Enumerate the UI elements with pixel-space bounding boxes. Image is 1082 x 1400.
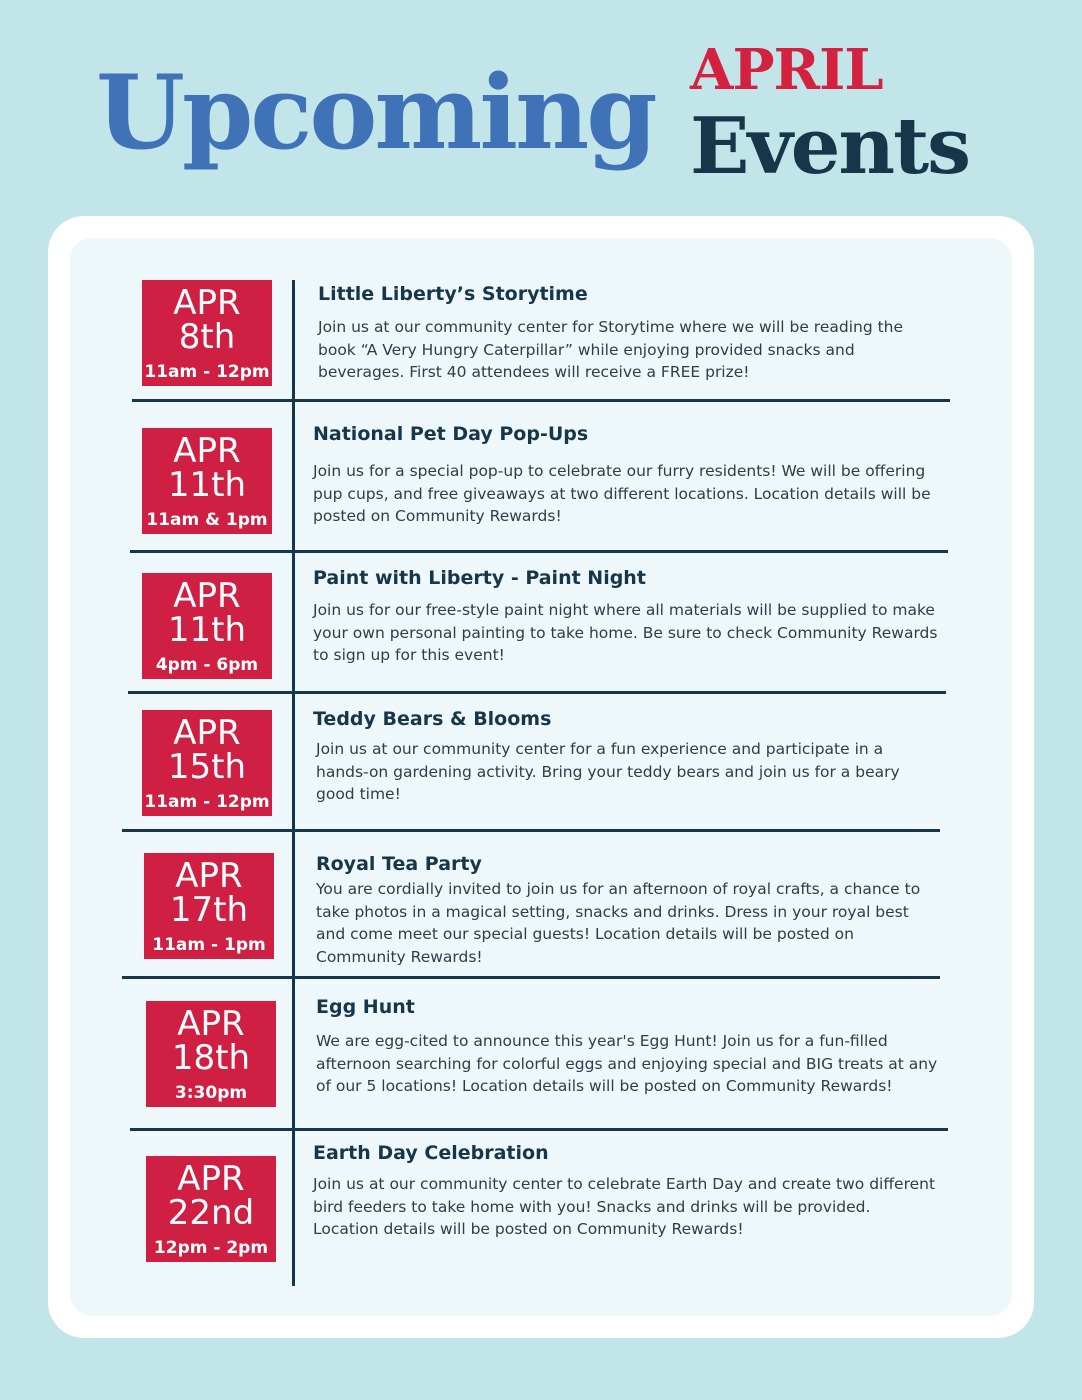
event-time: 11am - 1pm bbox=[152, 935, 266, 955]
event-title: Egg Hunt bbox=[316, 996, 415, 1018]
date-month: APR bbox=[173, 283, 241, 323]
event-title: National Pet Day Pop-Ups bbox=[313, 423, 589, 445]
date-badge bbox=[146, 1001, 276, 1107]
date-badge bbox=[142, 428, 272, 534]
date-day: 11th bbox=[167, 465, 247, 505]
date-month: APR bbox=[173, 576, 241, 616]
date-badge bbox=[142, 573, 272, 679]
row-separator bbox=[132, 399, 950, 402]
date-month: APR bbox=[173, 431, 241, 471]
date-month: APR bbox=[175, 856, 243, 896]
date-day: 8th bbox=[178, 317, 236, 357]
row-separator bbox=[122, 976, 940, 979]
event-title: Little Liberty’s Storytime bbox=[318, 283, 588, 305]
date-month: APR bbox=[177, 1159, 245, 1199]
event-title: Teddy Bears & Blooms bbox=[313, 708, 552, 730]
event-time: 12pm - 2pm bbox=[153, 1238, 269, 1258]
title-upcoming: Upcoming bbox=[96, 53, 655, 173]
date-badge bbox=[144, 853, 274, 959]
event-time: 11am - 12pm bbox=[144, 792, 270, 812]
row-separator bbox=[122, 829, 940, 832]
event-title: Royal Tea Party bbox=[316, 853, 482, 875]
timeline-divider bbox=[292, 280, 295, 1286]
date-badge bbox=[142, 280, 272, 386]
date-day: 22nd bbox=[167, 1193, 255, 1233]
event-description: We are egg-cited to announce this year's Egg Hunt! Join us for a fun-filled afternoon searching for colorful eggs and enjoying special and BIG treats at any of our 5 locations! Location details will be posted on Community Rewards! bbox=[316, 1032, 938, 1095]
date-month: APR bbox=[177, 1004, 245, 1044]
event-time: 11am & 1pm bbox=[146, 510, 268, 530]
event-description: Join us for a special pop-up to celebrate our furry residents! We will be offering pup cups, and free giveaways at two different locations. Location details will be posted on Community Rewards! bbox=[313, 462, 931, 525]
title-events: Events bbox=[690, 101, 970, 192]
event-time: 4pm - 6pm bbox=[155, 655, 259, 675]
date-day: 18th bbox=[171, 1038, 251, 1078]
event-time: 3:30pm bbox=[174, 1083, 248, 1103]
event-description: Join us for our free-style paint night where all materials will be supplied to make your own personal painting to take home. Be sure to check Community Rewards to sign up for this event! bbox=[313, 601, 938, 664]
date-day: 11th bbox=[167, 610, 247, 650]
date-month: APR bbox=[173, 713, 241, 753]
event-description: Join us at our community center for a fun experience and participate in a hands-on gardening activity. Bring your teddy bears and join us for a beary good time! bbox=[316, 740, 900, 803]
event-time: 11am - 12pm bbox=[144, 362, 270, 382]
date-badge bbox=[146, 1156, 276, 1262]
event-title: Paint with Liberty - Paint Night bbox=[313, 567, 646, 589]
date-badge bbox=[142, 710, 272, 816]
title-month: APRIL bbox=[690, 37, 883, 103]
event-description: Join us at our community center to celebrate Earth Day and create two different bird feeders to take home with you! Snacks and drinks will be provided. Location details will be posted on Community Rewards! bbox=[313, 1175, 936, 1238]
date-day: 17th bbox=[169, 890, 249, 930]
event-description: Join us at our community center for Storytime where we will be reading the book “A Very Hungry Caterpillar” while enjoying provided snacks and beverages. First 40 attendees will receive a FREE prize! bbox=[318, 318, 904, 381]
date-day: 15th bbox=[167, 747, 247, 787]
event-title: Earth Day Celebration bbox=[313, 1142, 549, 1164]
event-description: You are cordially invited to join us for an afternoon of royal crafts, a chance to take photos in a magical setting, snacks and drinks. Dress in your royal best and come meet our special guests! Location details will be posted on Community Rewards! bbox=[316, 880, 921, 966]
row-separator bbox=[130, 1128, 948, 1131]
row-separator bbox=[130, 550, 948, 553]
row-separator bbox=[128, 691, 946, 694]
